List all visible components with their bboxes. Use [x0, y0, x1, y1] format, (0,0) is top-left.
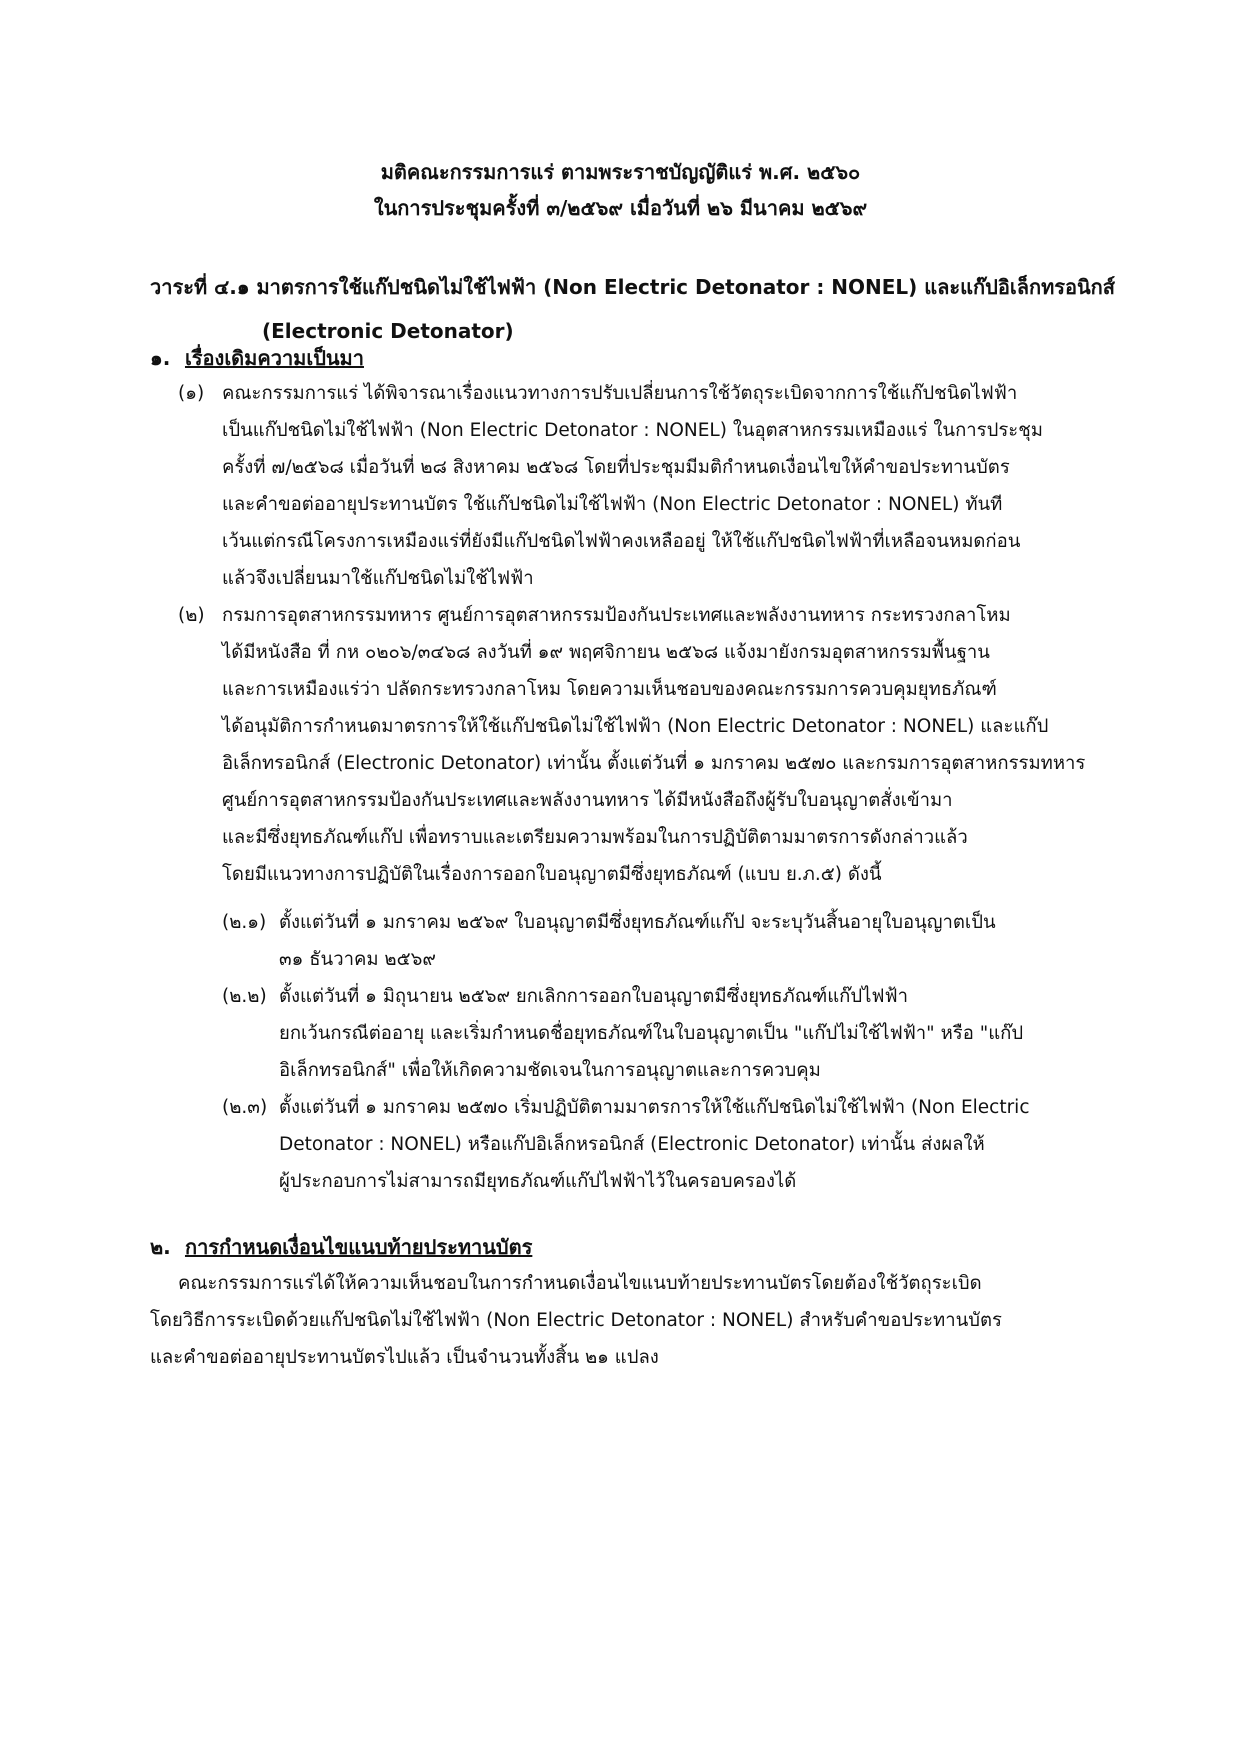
text-line: ตั้งแต่วันที่ ๑ มิถุนายน ๒๕๖๙ ยกเลิกการออกใบอนุญาตมีซึ่งยุทธภัณฑ์แก๊ปไฟฟ้า	[279, 986, 909, 1007]
sub-item-marker: (๒.๓)	[222, 1097, 268, 1118]
document-title: มติคณะกรรมการแร่ ตามพระราชบัญญัติแร่ พ.ศ. ๒๕๖๐	[380, 160, 861, 184]
text-line: ๓๑ ธันวาคม ๒๕๖๙	[279, 949, 436, 970]
section-heading	[150, 341, 364, 375]
text-line: และคำขอต่ออายุประทานบัตรไปแล้ว เป็นจำนวนทั้งสิ้น ๒๑ แปลง	[150, 1347, 659, 1368]
text-line: โดยวิธีการระเบิดด้วยแก๊ปชนิดไม่ใช้ไฟฟ้า (Non Electric Detonator : NONEL) สำหรับคำขอประทานบัตร	[150, 1310, 1002, 1331]
section-heading	[150, 1230, 532, 1264]
text-line: Detonator : NONEL) หรือแก๊ปอิเล็กหรอนิกส์ (Electronic Detonator) เท่านั้น ส่งผลให้	[279, 1134, 985, 1155]
sub-item-text	[279, 978, 1023, 1089]
section-title: การกำหนดเงื่อนไขแนบท้ายประทานบัตร	[184, 1235, 533, 1259]
item-text	[222, 597, 1085, 893]
text-line: และการเหมืองแร่ว่า ปลัดกระทรวงกลาโหม โดยความเห็นชอบของคณะกรรมการควบคุมยุทธภัณฑ์	[222, 679, 997, 700]
text-line: และคำขอต่ออายุประทานบัตร ใช้แก๊ปชนิดไม่ใช้ไฟฟ้า (Non Electric Detonator : NONEL) ทันที	[222, 494, 1003, 515]
agenda-heading	[150, 265, 1115, 353]
sub-item-text	[279, 904, 996, 978]
text-line: และมีซึ่งยุทธภัณฑ์แก๊ป เพื่อทราบและเตรียมความพร้อมในการปฏิบัติตามมาตรการดังกล่าวแล้ว	[222, 827, 968, 848]
text-line: ศูนย์การอุตสาหกรรมป้องกันประเทศและพลังงานทหาร ได้มีหนังสือถึงผู้รับใบอนุญาตสั่งเข้ามา	[222, 790, 953, 811]
text-line: ได้อนุมัติการกำหนดมาตรการให้ใช้แก๊ปชนิดไม่ใช้ไฟฟ้า (Non Electric Detonator : NONEL) และแก๊ป	[222, 716, 1049, 737]
meeting-subtitle: ในการประชุมครั้งที่ ๓/๒๕๖๙ เมื่อวันที่ ๒๖ มีนาคม ๒๕๖๙	[373, 196, 868, 220]
text-line: ยกเว้นกรณีต่ออายุ และเริ่มกำหนดชื่อยุทธภัณฑ์ในใบอนุญาตเป็น "แก๊ปไม่ใช้ไฟฟ้า" หรือ "แก๊ป	[279, 1023, 1024, 1044]
section-number: ๒.	[150, 1235, 171, 1259]
text-line: เว้นแต่กรณีโครงการเหมืองแร่ที่ยังมีแก๊ปชนิดไฟฟ้าคงเหลืออยู่ ให้ใช้แก๊ปชนิดไฟฟ้าที่เหลือจนหมดก่อน	[222, 531, 1021, 552]
text-line: อิเล็กทรอนิกส์" เพื่อให้เกิดความชัดเจนในการอนุญาตและการควบคุม	[279, 1060, 821, 1081]
text-line: กรมการอุตสาหกรรมทหาร ศูนย์การอุตสาหกรรมป้องกันประเทศและพลังงานทหาร กระทรวงกลาโหม	[222, 605, 1011, 626]
text-line: อิเล็กทรอนิกส์ (Electronic Detonator) เท่านั้น ตั้งแต่วันที่ ๑ มกราคม ๒๕๗๐ และกรมการอุตสาหกรรมทหาร	[222, 753, 1086, 774]
item-text	[222, 375, 1043, 597]
section-number: ๑.	[150, 346, 171, 370]
text-line: ตั้งแต่วันที่ ๑ มกราคม ๒๕๖๙ ใบอนุญาตมีซึ่งยุทธภัณฑ์แก๊ป จะระบุวันสิ้นอายุใบอนุญาตเป็น	[279, 912, 996, 933]
agenda-heading-line: (Electronic Detonator)	[262, 319, 514, 343]
section-paragraph	[150, 1265, 1002, 1376]
text-line: ได้มีหนังสือ ที่ กห ๐๒๐๖/๓๔๖๘ ลงวันที่ ๑๙ พฤศจิกายน ๒๕๖๘ แจ้งมายังกรมอุตสาหกรรมพื้นฐาน	[222, 642, 990, 663]
sub-item-text	[279, 1089, 1030, 1200]
sub-item-marker: (๒.๑)	[222, 912, 267, 933]
text-line: ผู้ประกอบการไม่สามารถมียุทธภัณฑ์แก๊ปไฟฟ้าไว้ในครอบครองได้	[279, 1171, 797, 1192]
section-title: เรื่องเดิมความเป็นมา	[184, 346, 364, 370]
sub-item-marker: (๒.๒)	[222, 986, 267, 1007]
agenda-heading-line: วาระที่ ๔.๑ มาตรการใช้แก๊ปชนิดไม่ใช้ไฟฟ้า (Non Electric Detonator : NONEL) และแก๊ปอิเล็กทรอนิกส์	[150, 275, 1115, 299]
text-line: แล้วจึงเปลี่ยนมาใช้แก๊ปชนิดไม่ใช้ไฟฟ้า	[222, 568, 534, 589]
item-marker: (๒)	[178, 605, 205, 626]
text-line: คณะกรรมการแร่ ได้พิจารณาเรื่องแนวทางการปรับเปลี่ยนการใช้วัตถุระเบิดจากการใช้แก๊ปชนิดไฟฟ้า	[222, 383, 1018, 404]
item-marker: (๑)	[178, 383, 205, 404]
text-line: คณะกรรมการแร่ได้ให้ความเห็นชอบในการกำหนดเงื่อนไขแนบท้ายประทานบัตรโดยต้องใช้วัตถุระเบิด	[178, 1273, 982, 1294]
text-line: ตั้งแต่วันที่ ๑ มกราคม ๒๕๗๐ เริ่มปฏิบัติตามมาตรการให้ใช้แก๊ปชนิดไม่ใช้ไฟฟ้า (Non Electric	[279, 1097, 1030, 1118]
text-line: ครั้งที่ ๗/๒๕๖๘ เมื่อวันที่ ๒๘ สิงหาคม ๒๕๖๘ โดยที่ประชุมมีมติกำหนดเงื่อนไขให้คำขอประทานบัตร	[222, 457, 1010, 478]
text-line: เป็นแก๊ปชนิดไม่ใช้ไฟฟ้า (Non Electric Detonator : NONEL) ในอุตสาหกรรมเหมืองแร่ ในการประชุม	[222, 420, 1043, 441]
text-line: โดยมีแนวทางการปฏิบัติในเรื่องการออกใบอนุญาตมีซึ่งยุทธภัณฑ์ (แบบ ย.ภ.๕) ดังนี้	[222, 864, 882, 885]
